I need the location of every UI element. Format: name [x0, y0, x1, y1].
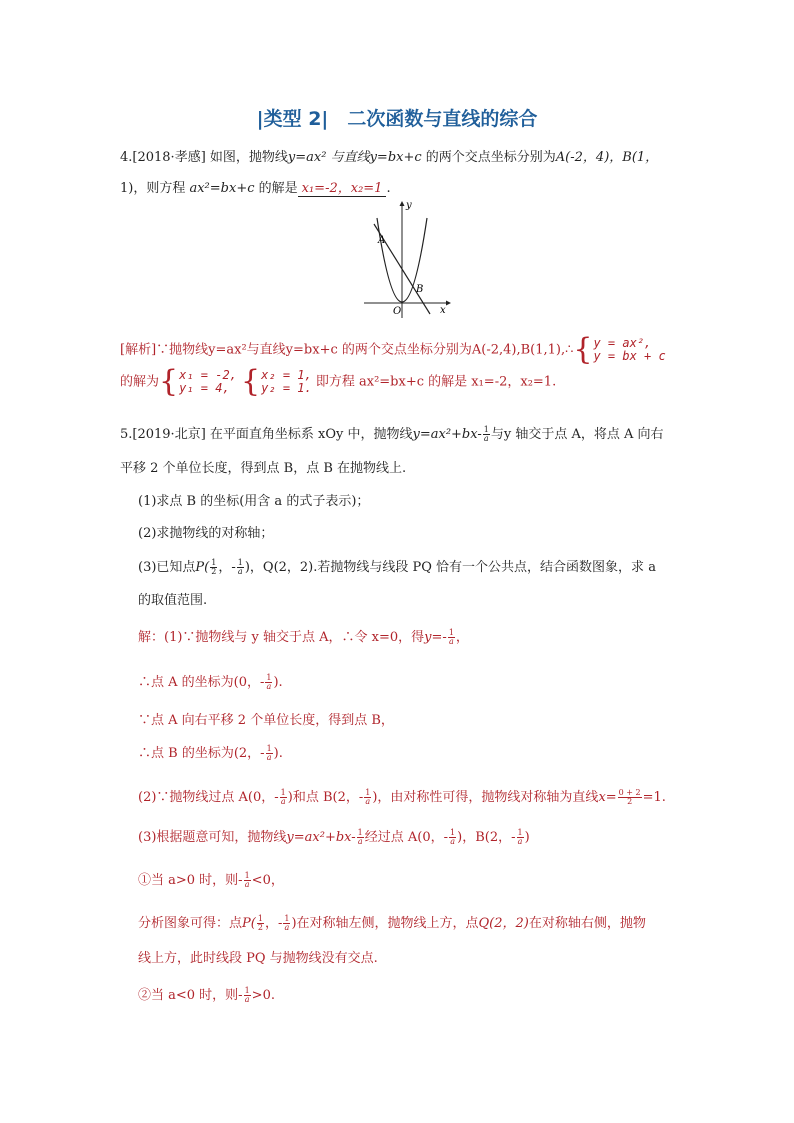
q5-part1: (1)求点 B 的坐标(用含 a 的式子表示)； — [138, 494, 370, 509]
q4-solution-line2: 的解为{x₁ = -2, y₁ = 4, {x₂ = 1, y₂ = 1. 即方程 ax²=bx+c 的解是 x₁=-2，x₂=1. — [120, 364, 557, 399]
q5-sol-7: ①当 a>0 时，则- $\frac{1}{a}$ <0， — [138, 871, 284, 889]
solution-system-1: x₁ = -2, y₁ = 4, — [179, 368, 237, 395]
q5-sol-10: ②当 a<0 时，则- $\frac{1}{a}$ >0. — [138, 986, 275, 1004]
q5-line2: 平移 2 个单位长度，得到点 B，点 B 在抛物线上. — [120, 461, 407, 476]
q5-sol-1: 解：(1)∵抛物线与 y 轴交于点 A，∴令 x=0，得y=- $\frac{1}{a}$ ， — [138, 628, 469, 646]
q5-sol-8: 分析图象可得：点P( $\frac{1}{2}$ ，- $\frac{1}{a}$ )在对称轴左侧，抛物线上方，点Q(2，2)在对称轴右侧，抛物 — [138, 914, 646, 932]
q5-sol-9: 线上方，此时线段 PQ 与抛物线没有交点. — [138, 951, 378, 966]
q5-sol-4: ∴点 B 的坐标为(2，- $\frac{1}{a}$ ). — [138, 744, 283, 762]
q5-part3-line2: 的取值范围. — [138, 593, 208, 608]
section-title: |类型 2| 二次函数与直线的综合 — [256, 108, 538, 130]
q5-part3: (3)已知点P( $\frac{1}{2}$ ，- $\frac{1}{a}$ )，Q(2，2).若抛物线与线段 PQ 恰有一个公共点，结合函数图象，求 a — [138, 558, 656, 576]
q4-answer-blank: x₁=-2，x₂=1 — [298, 177, 387, 197]
y-axis-arrow — [400, 201, 405, 206]
point-b-label: B — [416, 284, 424, 295]
point-a-label: A — [378, 235, 386, 246]
q4-solution-line1: [解析]∵抛物线y=ax²与直线y=bx+c 的两个交点坐标分别为A(-2,4),B(1,1),∴{y = ax², y = bx + c — [120, 332, 666, 367]
solution-system-2: x₂ = 1, y₂ = 1. — [261, 368, 312, 395]
q5-sol-3: ∵点 A 向右平移 2 个单位长度，得到点 B， — [138, 713, 394, 728]
q4-line1: 4.[2018·孝感] 如图，抛物线y=ax² 与直线y=bx+c 的两个交点坐标分别为A(-2，4)，B(1， — [120, 150, 659, 165]
q5-sol-5: (2)∵抛物线过点 A(0，- $\frac{1}{a}$ )和点 B(2，- $\frac{1}{a}$ )，由对称性可得，抛物线对称轴为直线x= $\frac{0 + 2}{2}$ =1. — [138, 788, 666, 806]
x-axis-label: x — [440, 305, 446, 316]
q5-part2: (2)求抛物线的对称轴； — [138, 526, 274, 541]
x-axis-arrow — [446, 301, 451, 306]
q5-sol-6: (3)根据题意可知，抛物线y=ax²+bx- $\frac{1}{a}$ 经过点 A(0，- $\frac{1}{a}$ )，B(2，- $\frac{1}{a}$ ) — [138, 828, 530, 846]
y-axis-label: y — [406, 200, 412, 211]
q5-sol-2: ∴点 A 的坐标为(0，- $\frac{1}{a}$ ). — [138, 673, 283, 691]
origin-label: O — [393, 306, 402, 317]
q4-line2: 1)，则方程 ax²=bx+c 的解是 x₁=-2，x₂=1 . — [120, 177, 391, 197]
system-equations: y = ax², y = bx + c — [593, 336, 666, 363]
q5-line1: 5.[2019·北京] 在平面直角坐标系 xOy 中，抛物线y=ax²+bx- $\frac{1}{a}$ 与y 轴交于点 A，将点 A 向右 — [120, 425, 664, 443]
parabola-line-graph — [360, 196, 456, 320]
system-brace: { — [573, 332, 593, 367]
